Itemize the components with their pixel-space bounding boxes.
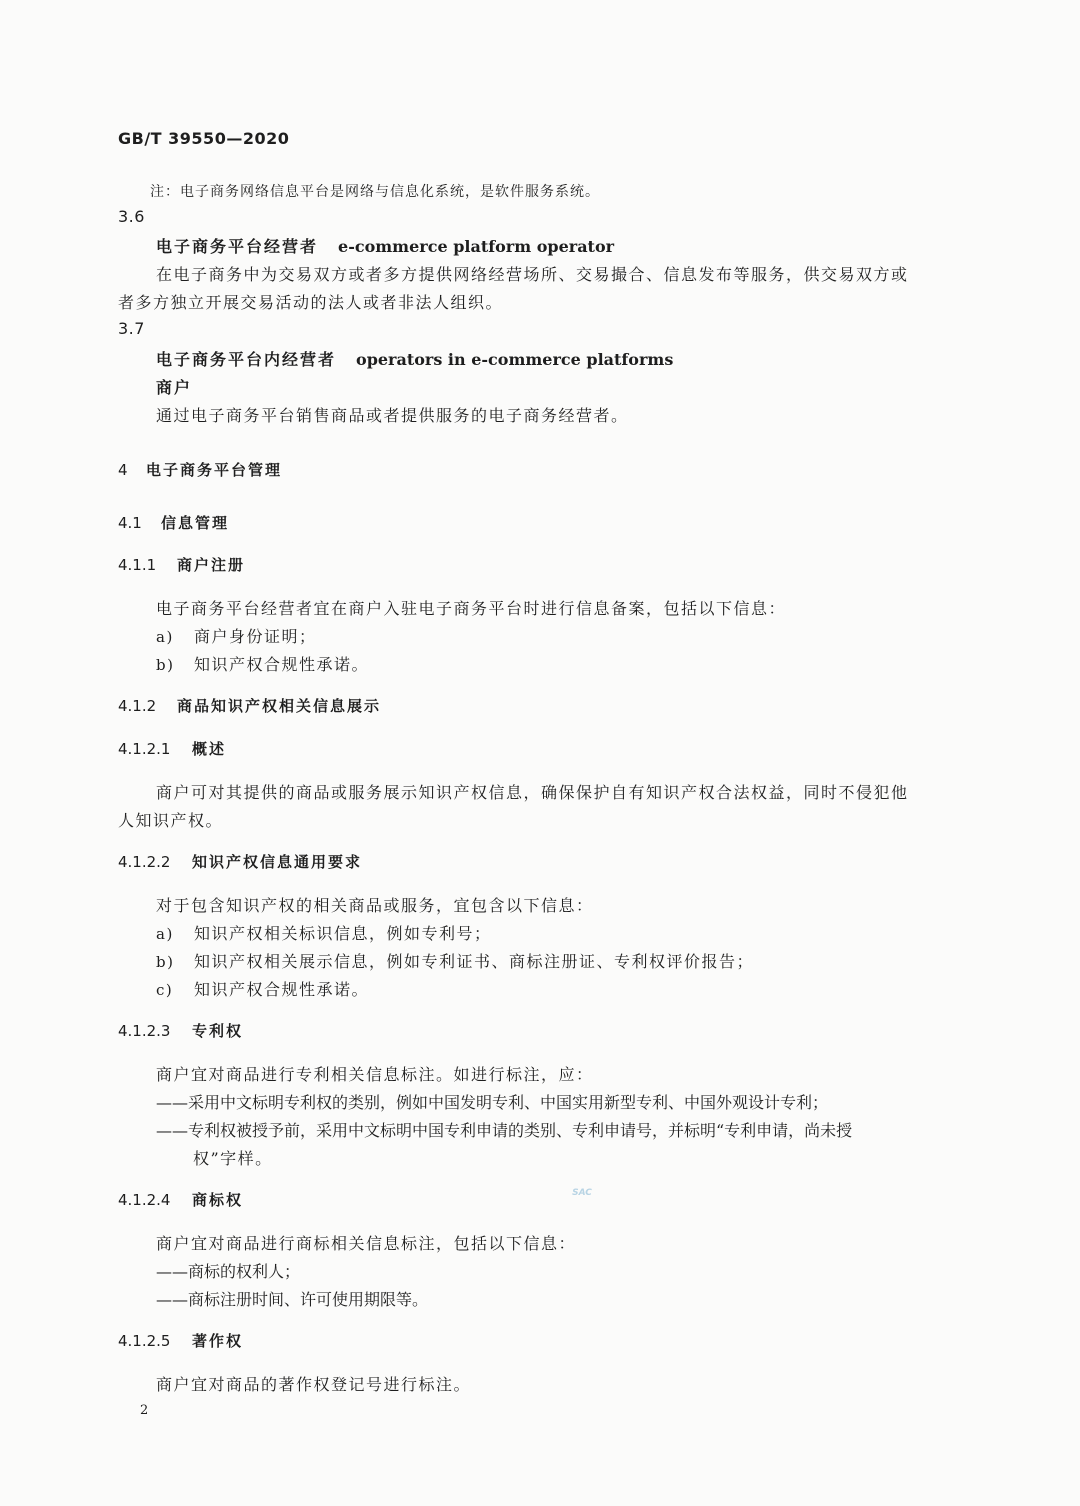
section-title: 商品知识产权相关信息展示 xyxy=(177,697,382,715)
list-item xyxy=(156,624,317,647)
dash-item: ——商标注册时间、许可使用期限等。 xyxy=(156,1290,429,1309)
list-item xyxy=(156,652,369,675)
term-number: 3.6 xyxy=(118,207,145,226)
term-heading xyxy=(156,234,614,257)
term-heading xyxy=(156,347,673,370)
section-title: 商标权 xyxy=(192,1191,244,1209)
list-item xyxy=(156,977,369,1000)
paragraph: 电子商务平台经营者宜在商户入驻电子商务平台时进行信息备案，包括以下信息： xyxy=(156,599,787,618)
section-title: 电子商务平台管理 xyxy=(146,461,283,479)
term-synonym: 商户 xyxy=(156,378,193,397)
section-heading xyxy=(118,1330,243,1351)
section-title: 著作权 xyxy=(192,1332,244,1350)
section-number: 4.1.2.1 xyxy=(118,740,171,758)
section-heading xyxy=(118,554,245,575)
dash-item-continuation: 权”字样。 xyxy=(193,1149,273,1168)
paragraph: 对于包含知识产权的相关商品或服务，宜包含以下信息： xyxy=(156,896,594,915)
term-zh: 电子商务平台经营者 xyxy=(156,237,319,256)
term-number: 3.7 xyxy=(118,319,145,338)
sac-watermark-logo: SAC xyxy=(572,1188,592,1198)
section-number: 4.1.2.4 xyxy=(118,1191,171,1209)
section-number: 4.1 xyxy=(118,514,142,532)
dash-item: ——商标的权利人； xyxy=(156,1262,301,1281)
list-item xyxy=(156,949,754,972)
list-marker: a) xyxy=(156,925,174,943)
section-heading xyxy=(118,512,229,533)
section-number: 4 xyxy=(118,461,128,479)
note: 注：电子商务网络信息平台是网络与信息化系统，是软件服务系统。 xyxy=(150,184,600,200)
section-heading xyxy=(118,695,381,716)
list-marker: b) xyxy=(156,953,175,971)
term-en: operators in e-commerce platforms xyxy=(356,350,674,369)
list-text: 知识产权合规性承诺。 xyxy=(194,655,370,674)
list-text: 商户身份证明； xyxy=(194,627,317,646)
list-marker: a) xyxy=(156,628,174,646)
definition-line: 在电子商务中为交易双方或者多方提供网络经营场所、交易撮合、信息发布等服务，供交易双方或 xyxy=(156,265,909,284)
list-marker: b) xyxy=(156,656,175,674)
section-heading xyxy=(118,1189,243,1210)
section-number: 4.1.2.3 xyxy=(118,1022,171,1040)
section-number: 4.1.2 xyxy=(118,697,157,715)
list-text: 知识产权相关展示信息，例如专利证书、商标注册证、专利权评价报告； xyxy=(194,952,755,971)
dash-item: ——采用中文标明专利权的类别，例如中国发明专利、中国实用新型专利、中国外观设计专利； xyxy=(156,1093,829,1112)
section-title: 信息管理 xyxy=(161,514,230,532)
definition-line: 者多方独立开展交易活动的法人或者非法人组织。 xyxy=(118,293,504,312)
paragraph-line: 商户可对其提供的商品或服务展示知识产权信息，确保保护自有知识产权合法权益，同时不侵犯他 xyxy=(156,783,909,802)
section-title: 知识产权信息通用要求 xyxy=(192,853,363,871)
section-title: 概述 xyxy=(192,740,227,758)
section-number: 4.1.2.5 xyxy=(118,1332,171,1350)
standard-id: GB/T 39550—2020 xyxy=(118,129,290,148)
term-en: e-commerce platform operator xyxy=(338,237,615,256)
section-title: 商户注册 xyxy=(177,556,246,574)
list-item xyxy=(156,921,492,944)
paragraph: 商户宜对商品进行商标相关信息标注，包括以下信息： xyxy=(156,1234,577,1253)
paragraph: 商户宜对商品的著作权登记号进行标注。 xyxy=(156,1375,472,1394)
section-number: 4.1.1 xyxy=(118,556,157,574)
list-marker: c) xyxy=(156,981,174,999)
section-heading xyxy=(118,738,226,759)
list-text: 知识产权相关标识信息，例如专利号； xyxy=(194,924,492,943)
section-heading xyxy=(118,1020,243,1041)
section-number: 4.1.2.2 xyxy=(118,853,171,871)
paragraph: 商户宜对商品进行专利相关信息标注。如进行标注，应： xyxy=(156,1065,594,1084)
section-title: 专利权 xyxy=(192,1022,244,1040)
section-heading xyxy=(118,851,362,872)
page-number: 2 xyxy=(140,1403,149,1418)
term-zh: 电子商务平台内经营者 xyxy=(156,350,337,369)
dash-item: ——专利权被授予前，采用中文标明中国专利申请的类别、专利申请号，并标明“专利申请，尚未授 xyxy=(156,1121,853,1140)
section-heading xyxy=(118,459,282,480)
definition-line: 通过电子商务平台销售商品或者提供服务的电子商务经营者。 xyxy=(156,406,629,425)
paragraph-line: 人知识产权。 xyxy=(118,811,224,830)
list-text: 知识产权合规性承诺。 xyxy=(194,980,370,999)
